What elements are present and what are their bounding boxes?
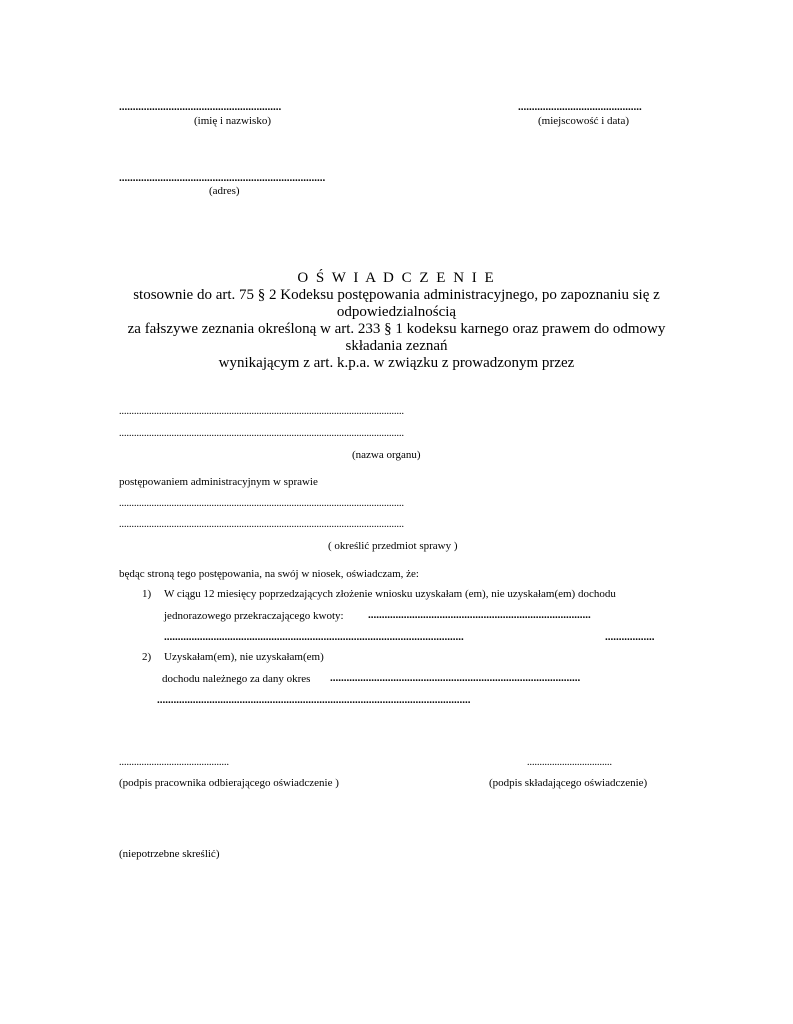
organ-line-2[interactable]: .................................................................................................................. — [119, 428, 404, 439]
item-1-line-2: jednorazowego przekraczającego kwoty: — [164, 610, 344, 622]
address-caption: (adres) — [209, 185, 240, 197]
employee-signature-caption: (podpis pracownika odbierającego oświadczenie ) — [119, 777, 339, 789]
matter-caption: ( określić przedmiot sprawy ) — [328, 540, 458, 552]
place-date-caption: (miejscowość i data) — [538, 115, 630, 127]
item-2-number: 2) — [142, 651, 152, 663]
declarant-signature-caption: (podpis składającego oświadczenie) — [489, 777, 648, 789]
title-block — [100, 270, 693, 372]
title-line-2: odpowiedzialnością — [336, 304, 457, 320]
title-line-1: stosownie do art. 75 § 2 Kodeksu postępowania administracyjnego, po zapoznaniu się z — [133, 287, 660, 303]
title-line-5: wynikającym z art. k.p.a. w związku z prowadzonym przez — [218, 355, 575, 371]
matter-intro: postępowaniem administracyjnym w sprawie — [119, 476, 318, 488]
item-2-line-2: dochodu należnego za dany okres — [162, 673, 311, 685]
place-date-line[interactable]: ............................................. — [518, 101, 642, 113]
address-line[interactable]: ........................................................................... — [119, 172, 326, 184]
matter-line-1[interactable]: .................................................................................................................. — [119, 498, 404, 509]
declarant-signature-line[interactable]: .................................. — [527, 757, 612, 768]
employee-signature-line[interactable]: ............................................ — [119, 757, 229, 768]
name-line[interactable]: ........................................................... — [119, 101, 282, 113]
item-1-number: 1) — [142, 588, 152, 600]
item-1-amount-line[interactable]: ................................................................................. — [368, 609, 591, 621]
item-2-line-1: Uzyskałam(em), nie uzyskałam(em) — [164, 651, 324, 663]
matter-line-2[interactable]: .................................................................................................................. — [119, 519, 404, 530]
footer-note: (niepotrzebne skreślić) — [119, 848, 220, 860]
document-title: O Ś W I A D C Z E N I E — [297, 270, 496, 286]
name-caption: (imię i nazwisko) — [194, 115, 271, 127]
title-line-4: składania zeznań — [345, 338, 448, 354]
item-2-income-line[interactable]: ........................................................................................... — [330, 672, 581, 684]
organ-caption: (nazwa organu) — [352, 449, 421, 461]
title-line-3: za fałszywe zeznania określoną w art. 233 § 1 kodeksu karnego oraz prawem do odmowy — [127, 321, 666, 337]
item-1-amount-line-2[interactable]: ............................................................................................................. — [164, 631, 464, 643]
item-1-amount-line-2b[interactable]: .................. — [605, 631, 655, 643]
item-2-income-line-2[interactable]: .................................................................................................................. — [157, 694, 471, 706]
item-1-line-1: W ciągu 12 miesięcy poprzedzających złożenie wniosku uzyskałam (em), nie uzyskałam(em) dochodu — [164, 588, 616, 600]
declaration-intro: będąc stroną tego postępowania, na swój w niosek, oświadczam, że: — [119, 568, 419, 580]
organ-line-1[interactable]: .................................................................................................................. — [119, 406, 404, 417]
